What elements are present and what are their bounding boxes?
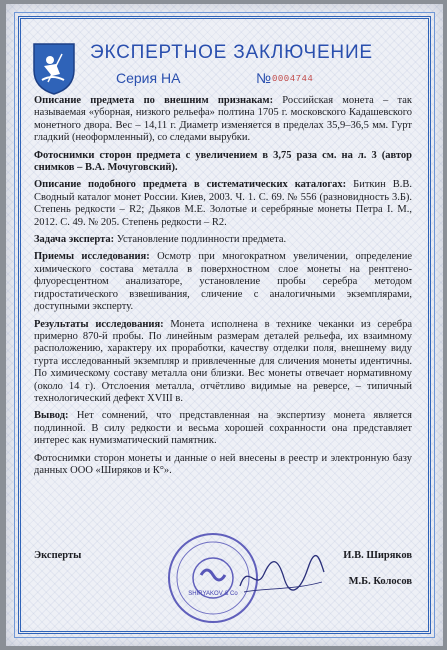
expert-name-2: М.Б. Колосов (348, 576, 412, 587)
expert-name-1: И.В. Шиpяков (343, 550, 412, 561)
description-label: Описание предмета по внешним признакам: (34, 95, 274, 106)
certificate-sheet (6, 4, 443, 646)
catalog-label: Описание подобного предмета в систематических каталогах: (34, 179, 347, 191)
certificate-body (34, 95, 412, 482)
number-label: № (256, 70, 272, 86)
methods-text: Осмотр при многократном увеличении, определение химического состава металла в поверхностном слое монеты на рентгено-флуоресцентном анализаторе, установление пробы серебра методом гидростатического взвешивания, сличение с аналогичными экземплярами, доступными эксперту. (34, 251, 412, 313)
methods-paragraph (34, 251, 412, 313)
moscow-coat-of-arms-icon (26, 40, 82, 96)
photos-label: Фотоснимки сторон предмета с увеличением в 3,75 раза см. на л. 3 (автор снимков – В.А. Мочуговский). (34, 149, 412, 174)
methods-label: Приемы исследования: (34, 251, 150, 263)
results-label: Результаты исследования: (34, 318, 164, 330)
series-label: Серия НА (116, 70, 181, 86)
results-text: Монета исполнена в технике чеканки из серебра примерно 870-й пробы. По линейным размерам деталей рельефа, их взаимному расположению, характеру их проработки, качеству отделки поля, внешнему виду гурта исследованный экземпляр и привлеченные для сличения монеты идентичны. По химическому составу металла они близки. Вес монеты отвечает нормативному (около 14 г). Отслоения металла, отчётливо видимые на реверсе, – типичный технологический дефект XVIII в. (34, 318, 412, 404)
results-paragraph (34, 319, 412, 406)
catalog-paragraph (34, 179, 412, 229)
conclusion-text: Нет сомнений, что представленная на экспертизу монета является подлинной. В силу редкости и весьма хорошей сохранности она представляет интерес как нумизматический памятник. (34, 410, 412, 447)
task-label: Задача эксперта: (34, 234, 115, 246)
document-title: ЭКСПЕРТНОЕ ЗАКЛЮЧЕНИЕ (90, 42, 373, 63)
task-paragraph (34, 234, 412, 246)
task-text: Установление подлинности предмета. (114, 234, 287, 246)
experts-label: Эксперты (34, 550, 82, 561)
catalog-text: Биткин В.В. Сводный каталог монет России. Киев, 2003. Ч. 1. С. 69. № 556 (разновидность 3.Б). Степень редкости – R2; Дьяков М.Е. Золотые и серебряные монеты Петра I. М., 2012. С. 49. № 205. Степень редкости – R2. (34, 179, 412, 228)
document-number: 0004744 (272, 74, 314, 84)
registry-paragraph: Фотоснимки сторон монеты и данные о ней внесены в реестр и электронную базу данных ООО «Шиpяков и К°». (34, 452, 412, 476)
description-paragraph (34, 95, 412, 145)
photos-paragraph (34, 150, 412, 175)
conclusion-label: Вывод: (34, 410, 69, 422)
stamp-text: SHIRYAKOV & Co (188, 591, 238, 597)
handwritten-signature (234, 552, 329, 600)
description-text: Российская монета – так называемая «уборная, низкого рельефа» полтина 1705 г. московского Кадашевского монетного двора. Вес – 14,11 г. Диаметр изменяется в пределах 35,9–36,5 мм. Гурт гладкий (неоформленный), со следами вырубки. (34, 95, 412, 144)
conclusion-paragraph (34, 410, 412, 447)
